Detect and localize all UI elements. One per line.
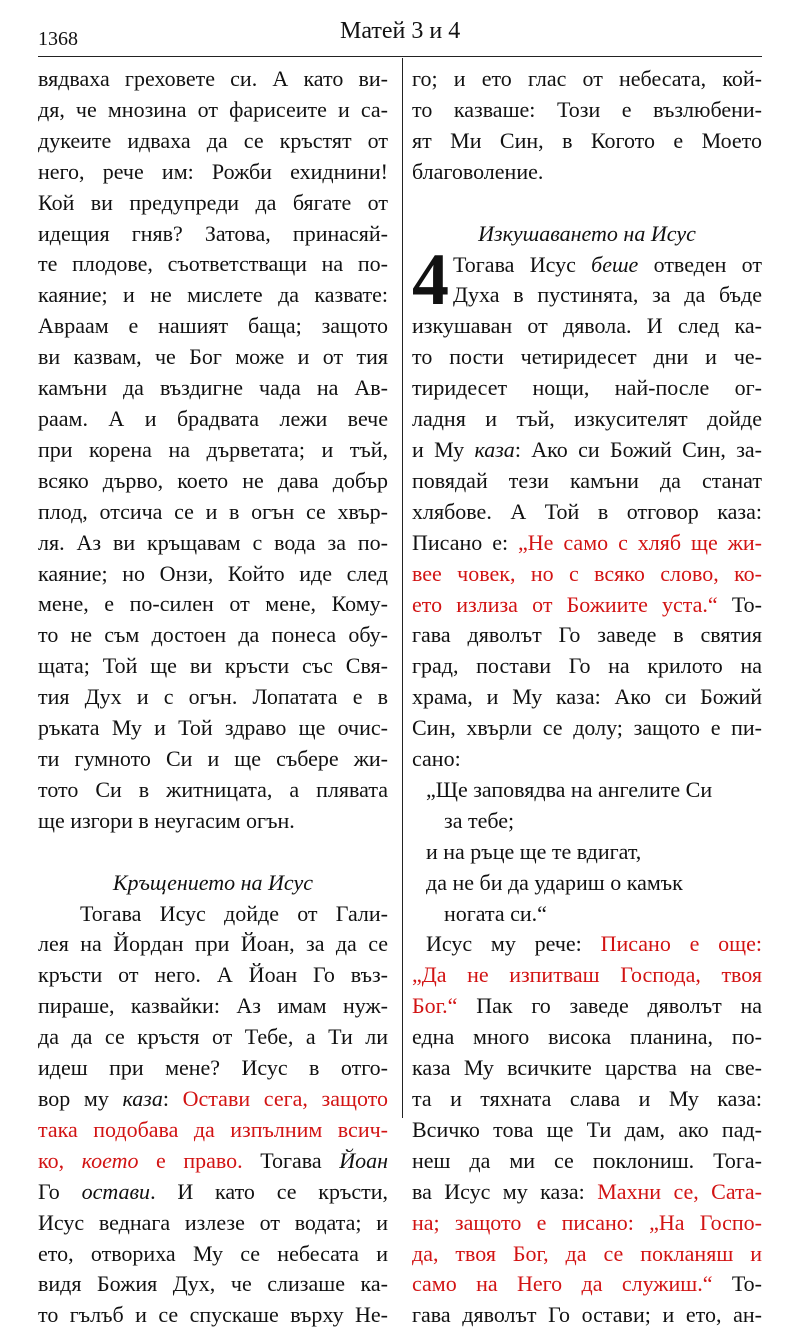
text-line: лея на Йордан при Йоан, за да се — [38, 931, 388, 957]
page-number: 1368 — [38, 28, 78, 50]
text-line: вее човек, но с всяко слово, ко- — [412, 560, 762, 586]
text-line: плод, отсича се и в огън се хвър- — [38, 498, 388, 524]
poem-line: ногата си.“ — [444, 900, 547, 926]
text-line: една много висока планина, по- — [412, 1024, 762, 1050]
chapter-number: 4 — [412, 238, 449, 321]
text-line: то казваше: Този е възлюбени- — [412, 96, 762, 122]
text-line: гава дяволът Го заведе в святия — [412, 622, 762, 648]
text-line: град, постави Го на крилото на — [412, 653, 762, 679]
poem-line: „Ще заповядва на ангелите Си — [426, 776, 713, 802]
text-line: то пости четиридесет дни и че- — [412, 344, 762, 370]
text-line: ко, което е право. Тогава Йоан — [38, 1147, 389, 1173]
text-line: Тогава Исус дойде от Гали- — [80, 900, 388, 926]
text-line: та и тяхната слава и Му каза: — [412, 1086, 762, 1111]
left-column — [38, 64, 388, 1331]
running-header-title: Матей 3 и 4 — [340, 18, 461, 44]
text-line: него, рече им: Рожби ехиднини! — [38, 158, 388, 184]
text-line: видя Божия Дух, че слизаше ка- — [38, 1271, 388, 1297]
header-rule — [38, 56, 762, 57]
text-line: идещия гняв? Затова, принасяй- — [38, 220, 388, 246]
poem-line: за тебе; — [444, 807, 515, 833]
text-line: ладня и тъй, изкусителят дойде — [412, 406, 762, 432]
section-heading: Изкушаването на Исус — [478, 220, 696, 246]
text-line: „Да не изпитваш Господа, твоя — [412, 962, 762, 988]
text-line: Всичко това ще Ти дам, ако пад- — [412, 1116, 762, 1142]
text-line: пираше, казвайки: Аз имам нуж- — [38, 993, 388, 1019]
text-line: дукеите идваха да се кръстят от — [38, 127, 388, 153]
poem-line: и на ръце ще те вдигат, — [426, 838, 642, 864]
text-line: то гълъб и се спускаше върху Не- — [38, 1302, 388, 1328]
text-line: при корена на дърветата; и тъй, — [38, 436, 388, 462]
text-line: Исус му рече: Писано е още: — [426, 931, 762, 957]
column-divider — [402, 58, 403, 1118]
text-line: благоволение. — [412, 158, 544, 184]
text-line: тиридесет нощи, най-после ог- — [412, 375, 762, 401]
text-line: ва Исус му каза: Махни се, Сата- — [412, 1178, 762, 1204]
text-line: Кой ви предупреди да бягате от — [38, 189, 388, 215]
text-line: Син, хвърли се долу; защото е пи- — [412, 715, 762, 741]
poem-line: да не би да удариш о камък — [426, 869, 683, 895]
text-line: сано: — [412, 746, 461, 772]
text-line: да да се кръстя от Тебе, а Ти ли — [38, 1024, 388, 1050]
text-line: неш да ми се поклониш. Тога- — [412, 1147, 762, 1173]
text-line: Писано е: „Не само с хляб ще жи- — [412, 529, 763, 555]
text-line: ля. Аз ви кръщавам с вода за по- — [38, 529, 388, 555]
text-line: то не съм достоен да понеса обу- — [38, 622, 388, 648]
text-line: камъни да въздигне чада на Ав- — [38, 375, 388, 401]
text-line: така подобава да изпълним всич- — [38, 1116, 388, 1142]
text-line: Духа в пустинята, за да бъде — [453, 282, 762, 308]
text-line: ви казвам, че Бог може и от тия — [38, 344, 388, 370]
text-line: щата; Той ще ви кръсти със Свя- — [38, 653, 388, 679]
text-line: изкушаван от дявола. И след ка- — [412, 313, 762, 339]
text-line: и Му каза: Ако си Божий Син, за- — [412, 436, 762, 462]
text-line: Тогава Исус беше отведен от — [453, 251, 762, 277]
text-line: Го остави. И като се кръсти, — [38, 1178, 388, 1204]
text-line: идеш при мене? Исус в отго- — [38, 1055, 388, 1081]
text-line: храма, и Му каза: Ако си Божий — [412, 684, 762, 710]
text-line: Бог.“ Пак го заведе дяволът на — [412, 993, 762, 1019]
text-line: всяко дърво, което не дава добър — [38, 467, 388, 493]
text-line: те плодове, съответстващи на по- — [38, 251, 388, 277]
text-line: кръсти от него. А Йоан Го въз- — [38, 962, 388, 988]
text-line: каяние; но Онзи, Който иде след — [38, 560, 388, 586]
right-column — [412, 64, 762, 1331]
text-line: Авраам е нашият баща; защото — [38, 313, 388, 339]
text-line: вор му каза: Остави сега, защото — [38, 1086, 388, 1111]
text-line: вядваха греховете си. А като ви- — [38, 66, 388, 91]
text-line: тото Си в житницата, а плявата — [38, 776, 388, 802]
text-line: раам. А и брадвата лежи вече — [38, 405, 388, 431]
text-line: каяние; и не мислете да казвате: — [38, 282, 388, 308]
text-line: само на Него да служиш.“ То- — [412, 1271, 762, 1297]
text-line: дя, че мнозина от фарисеите и са- — [38, 96, 388, 122]
text-line: Исус веднага излезе от водата; и — [38, 1209, 388, 1235]
text-line: на; защото е писано: „На Госпо- — [412, 1209, 762, 1235]
text-line: ето излиза от Божиите уста.“ То- — [412, 591, 762, 617]
text-line: тия Дух и с огън. Лопатата е в — [38, 684, 388, 710]
text-line: повядай тези камъни да станат — [412, 467, 762, 493]
text-line: ят Ми Син, в Когото е Моето — [412, 127, 762, 153]
text-line: го; и ето глас от небесата, кой- — [412, 66, 762, 91]
section-heading: Кръщението на Исус — [112, 869, 314, 895]
text-line: ще изгори в неугасим огън. — [38, 807, 295, 833]
text-line: ръката Му и Той здраво ще очис- — [38, 715, 388, 741]
text-line: каза Му всичките царства на све- — [412, 1055, 762, 1081]
text-line: мене, е по-силен от мене, Кому- — [38, 591, 388, 617]
text-line: гава дяволът Го остави; и ето, ан- — [412, 1302, 762, 1328]
text-line: ето, отвориха Му се небесата и — [38, 1240, 388, 1266]
text-line: хлябове. А Той в отговор каза: — [412, 498, 762, 524]
text-line: ти гумното Си и ще събере жи- — [38, 745, 388, 771]
text-line: да, твоя Бог, да се покланяш и — [412, 1240, 762, 1266]
